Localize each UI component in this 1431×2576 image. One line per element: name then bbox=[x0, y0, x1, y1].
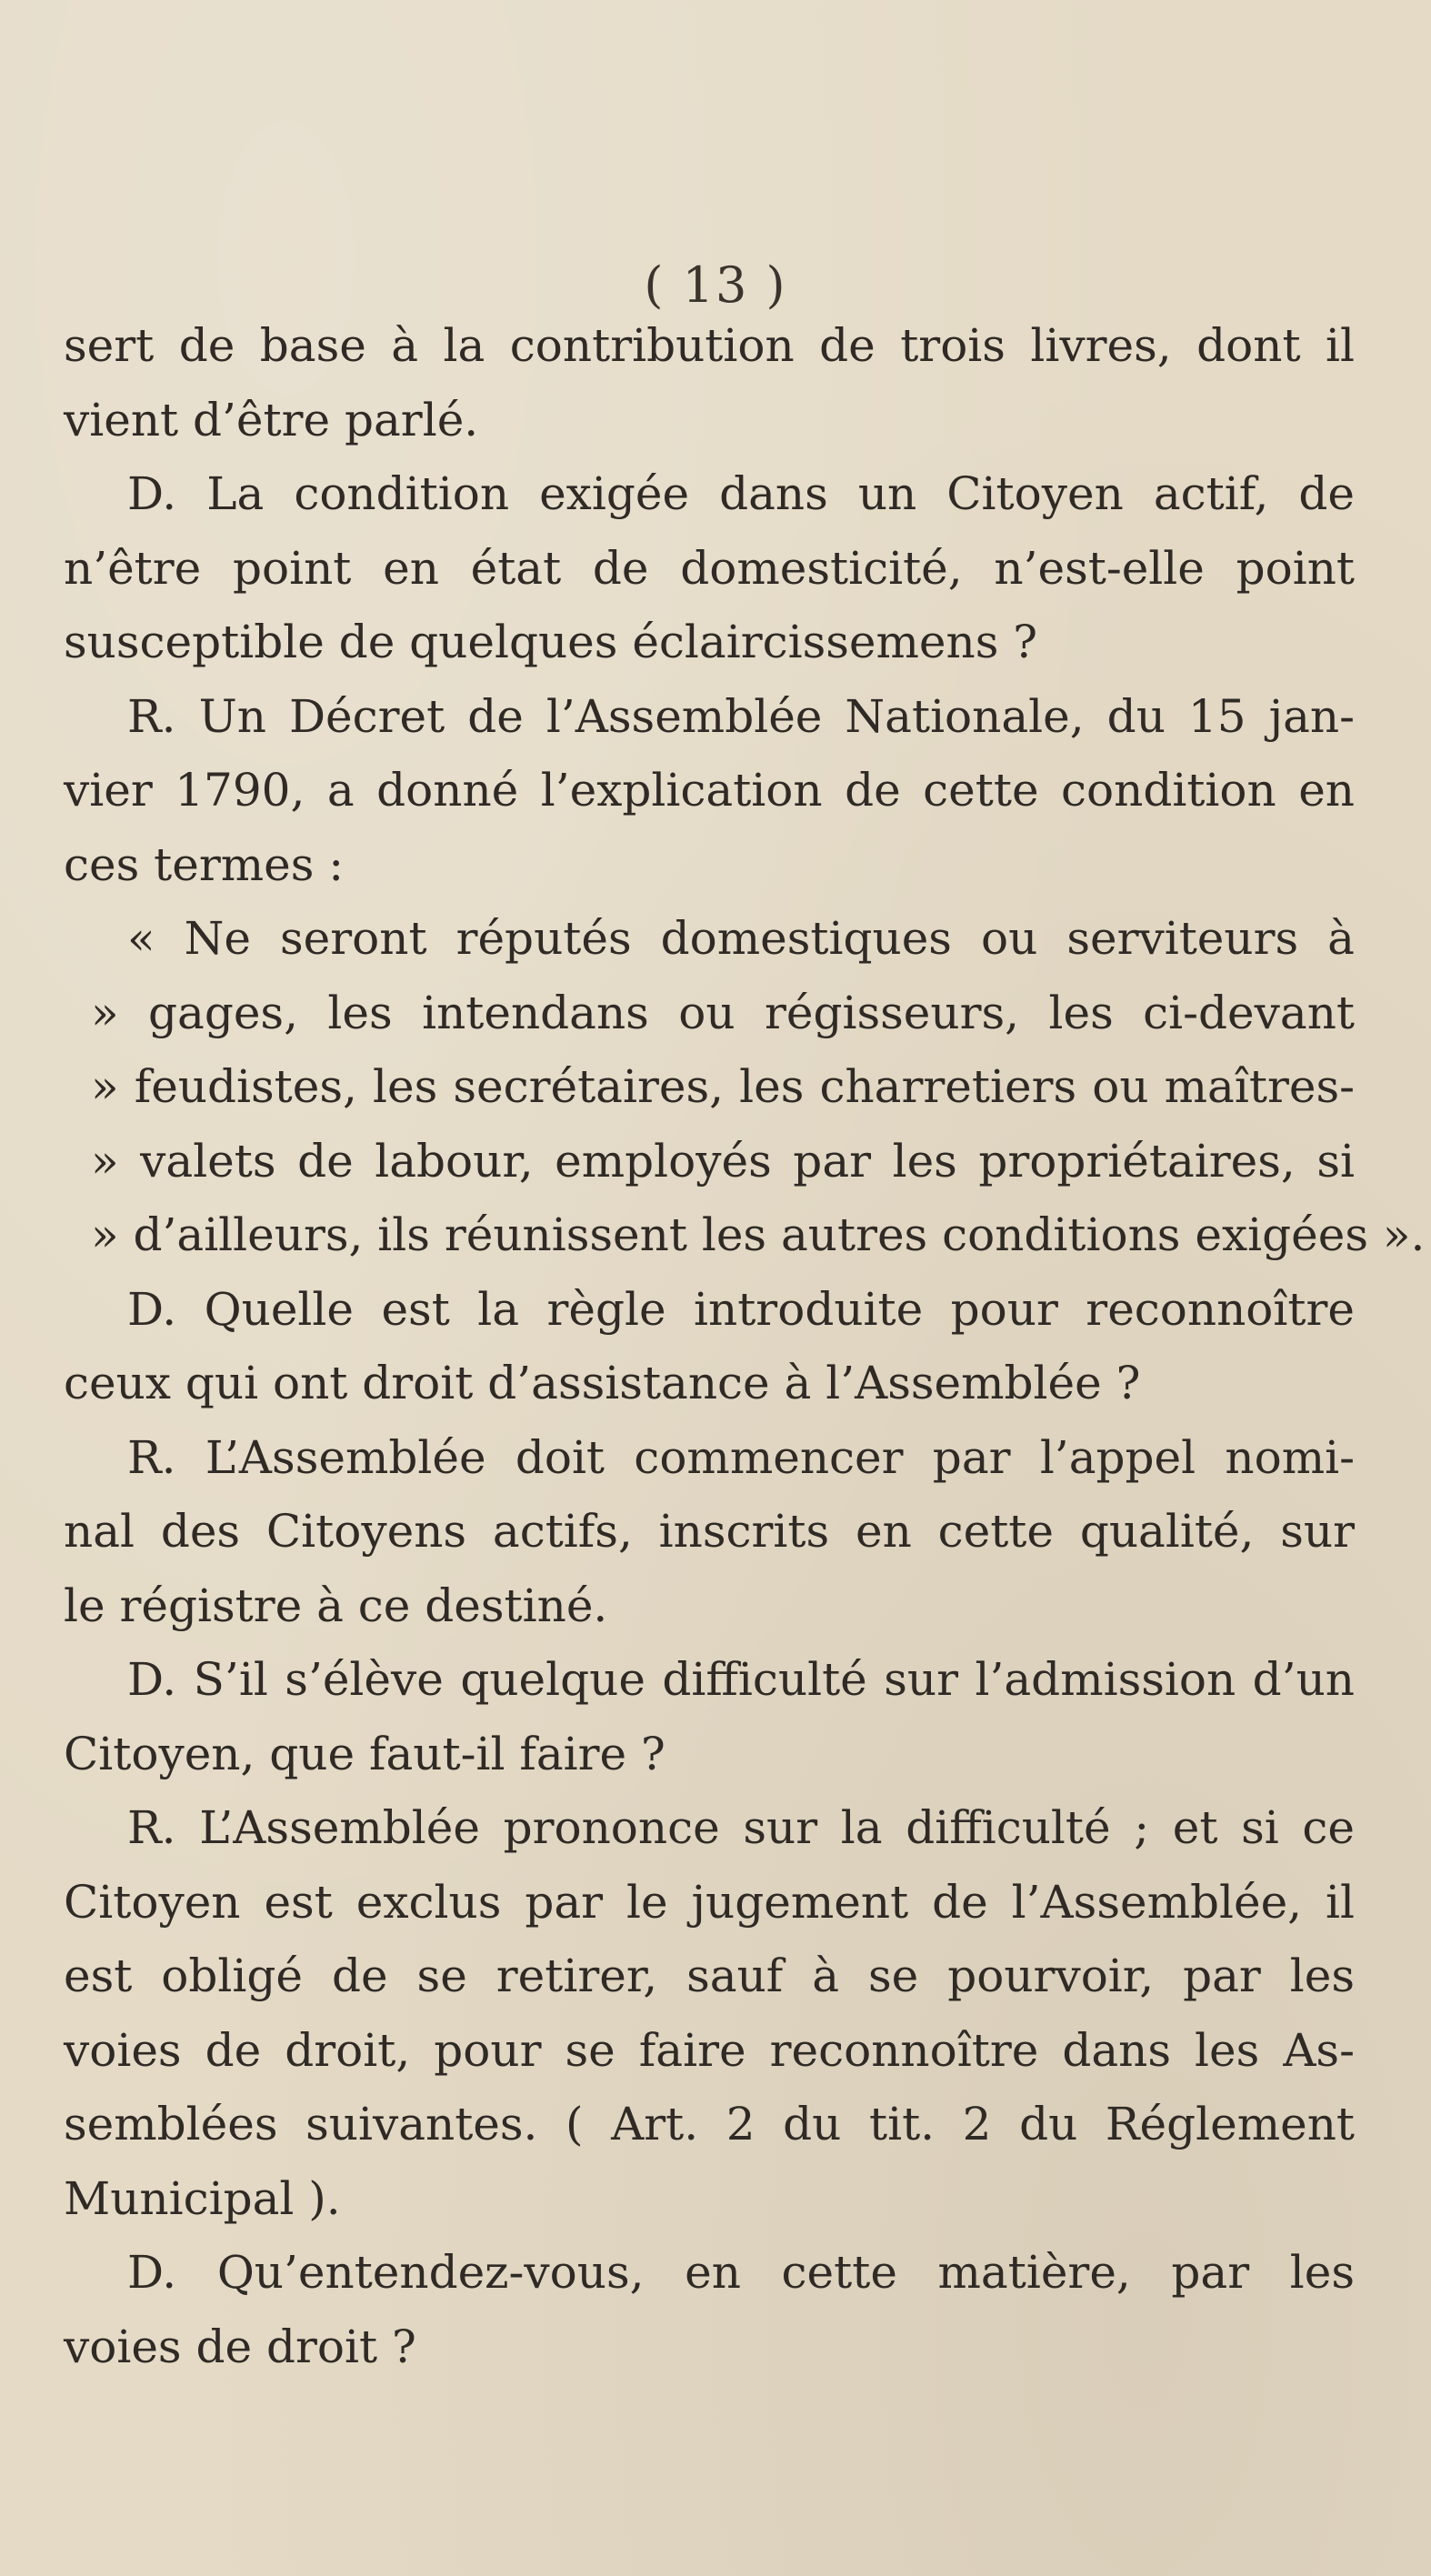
text-line: R. Un Décret de l’Assemblée Nationale, du 15 jan- bbox=[127, 689, 1355, 743]
text-line: sert de base à la contribution de trois livres, dont il bbox=[64, 319, 1355, 372]
text-line: nal des Citoyens actifs, inscrits en cette qualité, sur bbox=[64, 1505, 1355, 1558]
text-line: ceux qui ont droit d’assistance à l’Assemblée ? bbox=[64, 1357, 1141, 1409]
text-line: vient d’être parlé. bbox=[64, 393, 479, 446]
text-line: semblées suivantes. ( Art. 2 du tit. 2 du Réglement bbox=[64, 2098, 1355, 2150]
text-line: D. Qu’entendez-vous, en cette matière, par les bbox=[127, 2246, 1355, 2299]
quote-line: « Ne seront réputés domestiques ou serviteurs à bbox=[127, 912, 1355, 965]
quote-line: » feudistes, les secrétaires, les charretiers ou maîtres- bbox=[91, 1060, 1355, 1113]
text-line: R. L’Assemblée prononce sur la difficulté ; et si ce bbox=[127, 1801, 1355, 1854]
text-line: Municipal ). bbox=[64, 2171, 341, 2225]
quote-line: » d’ailleurs, ils réunissent les autres conditions exigées ». bbox=[91, 1208, 1426, 1261]
text-line: Citoyen, que faut-il faire ? bbox=[64, 1727, 665, 1780]
text-line: susceptible de quelques éclaircissemens ? bbox=[64, 616, 1038, 668]
text-line: D. S’il s’élève quelque difficulté sur l’admission d’un bbox=[127, 1653, 1355, 1706]
text-line: est obligé de se retirer, sauf à se pourvoir, par les bbox=[64, 1950, 1355, 2002]
page-number: ( 13 ) bbox=[644, 256, 787, 314]
text-line: Citoyen est exclus par le jugement de l’Assemblée, il bbox=[64, 1875, 1355, 1929]
text-line: D. Quelle est la règle introduite pour reconnoître bbox=[127, 1282, 1355, 1336]
text-line: D. La condition exigée dans un Citoyen actif, de bbox=[127, 467, 1355, 520]
quote-line: » gages, les intendans ou régisseurs, les ci-devant bbox=[91, 986, 1355, 1039]
text-line: voies de droit ? bbox=[64, 2320, 416, 2373]
quote-line: » valets de labour, employés par les propriétaires, si bbox=[91, 1134, 1355, 1188]
text-line: R. L’Assemblée doit commencer par l’appel nomi- bbox=[127, 1430, 1355, 1484]
body-text bbox=[64, 309, 1426, 2384]
text-line: voies de droit, pour se faire reconnoître dans les As- bbox=[64, 2023, 1355, 2077]
text-line: ces termes : bbox=[64, 837, 345, 891]
text-line: n’être point en état de domesticité, n’est-elle point bbox=[64, 541, 1355, 595]
text-line: le régistre à ce destiné. bbox=[64, 1579, 608, 1632]
text-line: vier 1790, a donné l’explication de cette condition en bbox=[64, 764, 1355, 817]
